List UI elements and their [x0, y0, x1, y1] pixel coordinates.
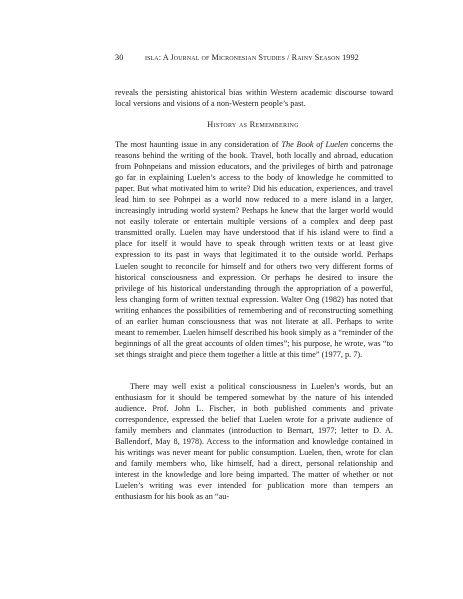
- section-heading: History as Remembering: [207, 120, 299, 129]
- paragraph-text: There may well exist a political consciousness in Luelen’s words, but an enthusiasm for it should be tempered somewhat by the nature of his intended audience. Prof. John L. Fischer, in both published comments and private correspondence, expressed the belief that Luelen wrote for a private audience of family members and clanmates (introduction to Bernart, 1977; letter to D. A. Ballendorf, May 8, 1978). Access to the information and knowledge contained in his writings was never meant for public consumption. Luelen, then, wrote for clan and family members who, like himself, had a direct, personal relationship and interest in the knowledge and lore being imparted. The matter of whether or not Luelen’s writing was ever intended for publication more than tempers an enthusiasm for his book as an “au-: [115, 382, 393, 502]
- section-paragraph-2: [115, 381, 393, 503]
- paragraph-text: [115, 139, 393, 360]
- paragraph-text-start: The most haunting issue in any consideration of: [115, 140, 282, 149]
- opening-paragraph-block: [115, 87, 393, 109]
- page-number: 30: [115, 53, 124, 62]
- opening-paragraph: reveals the persisting ahistorical bias within Western academic discourse toward local versions and visions of a non-Western people’s past.: [115, 88, 393, 109]
- paragraph-text-rest: concerns the reasons behind the writing of the book. Travel, both locally and abroad, education from Pohnpeians and mission educators, and the privileges of birth and patronage go far in explaining Luelen’s access to the body of knowledge he committed to paper. But what motivated him to write? Did his education, experiences, and travel lead him to see Pohnpei as a world now reduced to a mere island in a larger, increasingly intruding world system? Perhaps he knew that the larger world would not easily tolerate or entertain multiple versions of a complex and deep past transmitted orally. Luelen may have understood that if his island were to find a place for itself it would have to speak through written texts or at least give expression to its past in ways that legitimated it to the outside world. Perhaps Luelen sought to reconcile for himself and for others two very different forms of historical consciousness and expression. Or perhaps he desired to insure the privilege of his historical understanding through the appropriation of a powerful, less changing form of written textual expression. Walter Ong (1982) has noted that writing enhances the possibilities of remembering and of reconstructing something of an earlier human consciousness that was not literate at all. Perhaps to write meant to remember. Luelen himself described his book simply as a “reminder of the beginnings of all the great accounts of olden times”; his purpose, he wrote, was “to set things straight and piece them together a little at this time” (1977, p. 7).: [115, 140, 393, 359]
- section-paragraph-1: [115, 139, 393, 360]
- journal-title: isla: A Journal of Micronesian Studies / Rainy Season 1992: [145, 53, 359, 62]
- book-title: The Book of Luelen: [281, 140, 348, 149]
